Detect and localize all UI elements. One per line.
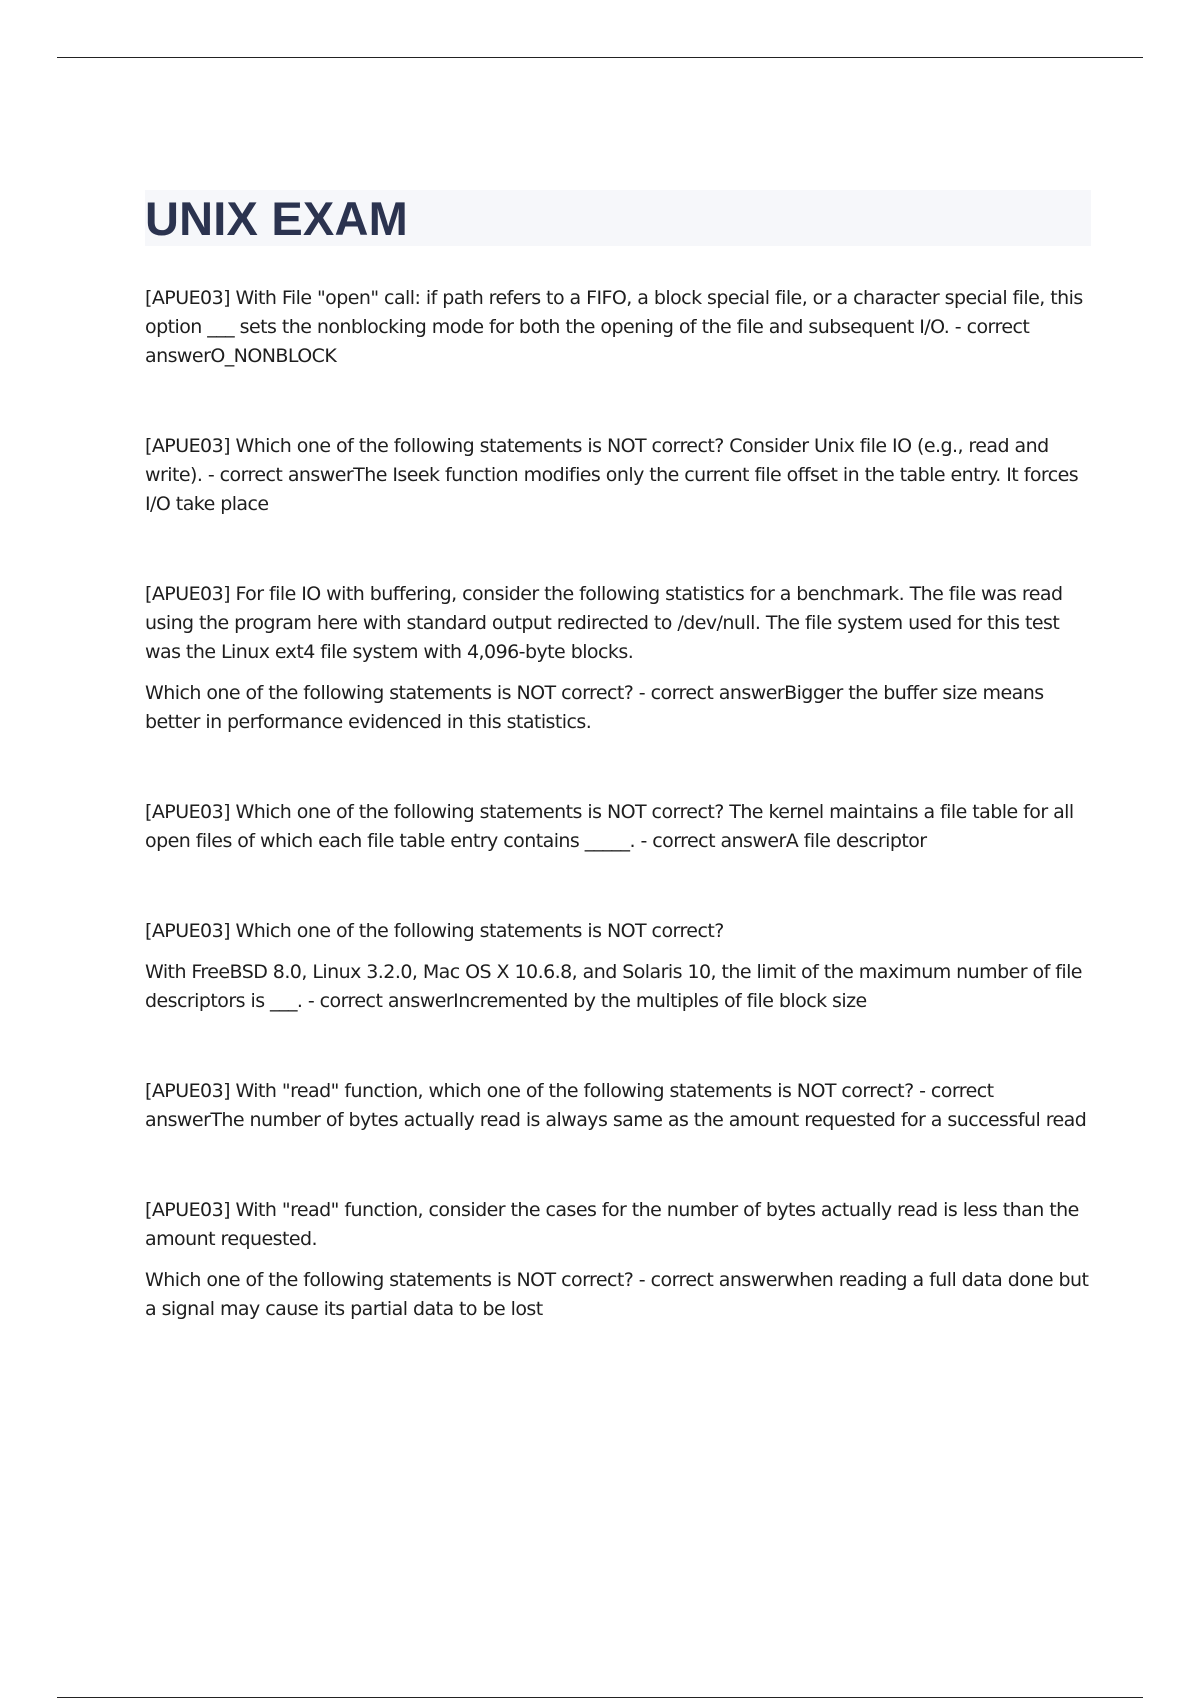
- question-text: [APUE03] Which one of the following statements is NOT correct? The kernel maintains a file table for all open files of which each file table entry contains _____. - correct answerA file descriptor: [145, 801, 1074, 852]
- question-text: [APUE03] Which one of the following statements is NOT correct?: [145, 920, 724, 942]
- question-text: Which one of the following statements is NOT correct? - correct answerBigger the buffer size means better in performance evidenced in this statistics.: [145, 682, 1044, 733]
- document-body: [145, 190, 1091, 1385]
- question-item: [145, 917, 1091, 1016]
- top-divider: [57, 57, 1143, 58]
- question-list: [145, 284, 1091, 1324]
- question-text: [APUE03] Which one of the following statements is NOT correct? Consider Unix file IO (e.g., read and write). - correct answerThe Iseek function modifies only the current file offset in the table entry. It forces I/O take place: [145, 435, 1079, 515]
- question-text: [APUE03] For file IO with buffering, consider the following statistics for a benchmark. The file was read using the program here with standard output redirected to /dev/null. The file system used for this test was the Linux ext4 file system with 4,096-byte blocks.: [145, 583, 1063, 663]
- question-item: [145, 580, 1091, 737]
- question-item: [145, 284, 1091, 371]
- question-item: [145, 798, 1091, 856]
- question-text: [APUE03] With "read" function, consider the cases for the number of bytes actually read is less than the amount requested.: [145, 1199, 1079, 1250]
- title-band: [145, 190, 1091, 246]
- question-item: [145, 432, 1091, 519]
- question-item: [145, 1196, 1091, 1324]
- question-item: [145, 1077, 1091, 1135]
- question-text: [APUE03] With "read" function, which one of the following statements is NOT correct? - correct answerThe number of bytes actually read is always same as the amount requested for a successful read: [145, 1080, 1087, 1131]
- bottom-divider: [57, 1697, 1143, 1698]
- document-title: UNIX EXAM: [145, 191, 408, 245]
- question-text: Which one of the following statements is NOT correct? - correct answerwhen reading a full data done but a signal may cause its partial data to be lost: [145, 1269, 1089, 1320]
- question-text: [APUE03] With File "open" call: if path refers to a FIFO, a block special file, or a character special file, this option ___ sets the nonblocking mode for both the opening of the file and subsequent I/O. - correct answerO_NONBLOCK: [145, 287, 1083, 367]
- question-text: With FreeBSD 8.0, Linux 3.2.0, Mac OS X 10.6.8, and Solaris 10, the limit of the maximum number of file descriptors is ___. - correct answerIncremented by the multiples of file block size: [145, 961, 1082, 1012]
